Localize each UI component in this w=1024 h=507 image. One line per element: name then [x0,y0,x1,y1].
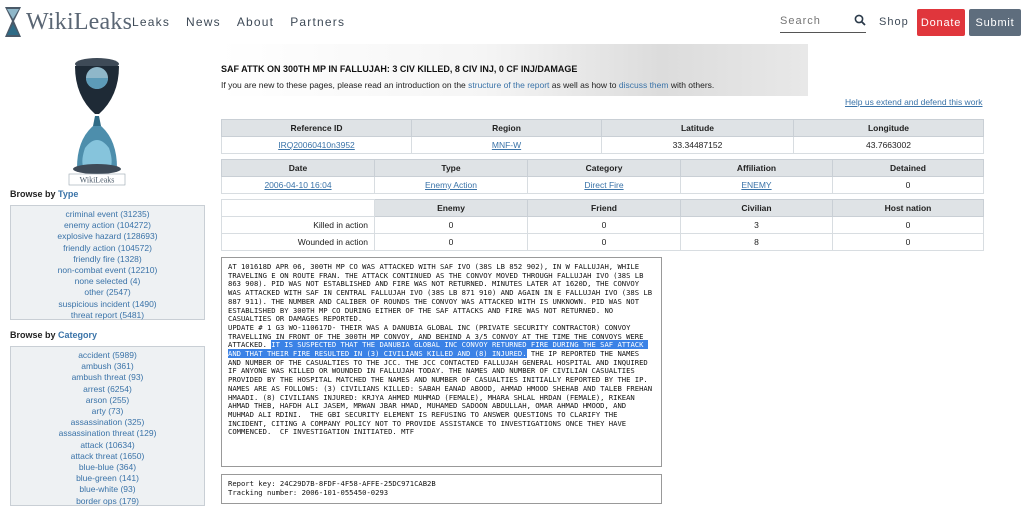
category-cell[interactable]: Direct Fire [528,177,681,194]
browse-by-type-heading: Browse by Type [10,189,79,199]
nav-leaks[interactable]: Leaks [132,15,171,29]
col-header: Affiliation [681,160,833,177]
date-table [221,159,984,194]
col-header: Friend [528,200,681,217]
site-logo[interactable] [4,5,132,39]
longitude-cell: 43.7663002 [794,137,984,154]
help-extend-link[interactable]: Help us extend and defend this work [845,97,983,107]
table-cell: 0 [375,234,528,251]
table-cell: 0 [375,217,528,234]
report-key: Report key: 24C29D7B-8FDF-4F58-AFFE-25DC971CAB2B [228,479,436,488]
table-cell: 3 [681,217,833,234]
search-box [780,11,866,33]
col-header: Category [528,160,681,177]
detained-cell: 0 [833,177,984,194]
latitude-cell: 33.34487152 [602,137,794,154]
category-item[interactable]: arrest (6254) [83,383,132,394]
type-list [10,205,205,320]
wikileaks-hourglass-logo-icon [55,56,139,186]
table-cell: 0 [833,217,984,234]
structure-link[interactable]: structure of the report [468,80,550,90]
logo-caption: WikiLeaks [79,175,115,185]
col-header: Host nation [833,200,984,217]
category-item[interactable]: blue-green (141) [76,473,139,484]
row-label: Wounded in action [222,234,375,251]
category-list [10,346,205,506]
type-cell[interactable]: Enemy Action [375,177,528,194]
col-header: Enemy [375,200,528,217]
hourglass-logo-icon [4,6,22,38]
type-item[interactable]: non-combat event (12210) [57,265,158,276]
table-cell: 8 [681,234,833,251]
logo-text: WikiLeaks [26,8,133,35]
browse-by-category-heading: Browse by Category [10,330,98,340]
category-item[interactable]: arty (73) [91,406,124,417]
casualty-table [221,199,984,251]
reference-table [221,119,984,154]
table-cell: 0 [528,217,681,234]
col-header: Reference ID [222,120,412,137]
type-item[interactable]: none selected (4) [74,276,141,287]
nav-news[interactable]: News [186,15,221,29]
category-item[interactable]: ambush (361) [81,361,134,372]
search-icon[interactable] [854,14,866,26]
shop-link[interactable]: Shop [879,16,909,28]
type-item[interactable]: friendly action (104572) [63,242,152,253]
category-item[interactable]: attack (10634) [80,439,135,450]
report-title: SAF ATTK ON 300TH MP IN FALLUJAH: 3 CIV KILLED, 8 CIV INJ, 0 CF INJ/DAMAGE [221,64,578,74]
category-item[interactable]: blue-white (93) [79,484,136,495]
table-cell: 0 [833,234,984,251]
discuss-link[interactable]: discuss them [618,80,669,90]
type-item[interactable]: explosive hazard (128693) [57,231,158,242]
col-header: Latitude [602,120,794,137]
submit-button[interactable]: Submit [969,9,1021,36]
tracking-number: Tracking number: 2006-101-055450-0293 [228,488,389,497]
category-item[interactable]: accident (5989) [78,350,137,360]
reference-id-cell[interactable]: IRQ20060410n3952 [222,137,412,154]
search-input[interactable] [780,11,850,27]
type-item[interactable]: suspicious incident (1490) [58,298,157,309]
col-header: Region [412,120,602,137]
date-cell[interactable]: 2006-04-10 16:04 [222,177,375,194]
col-header-empty [222,200,375,217]
report-text[interactable]: AT 101618D APR 06, 300TH MP CO WAS ATTACKED WITH SAF IVO (38S LB 852 902), IN W FALLUJAH, WHILE TRAVELING E ON ROUTE FRAN. THE ATTACK CONTINUED AS THE CONVOY MOVED THROUGH FALLUJAH IVO (38S LB 863 908). PID WAS NOT ESTABLISHED AND FIRE WAS NOT RETURNED. MINUTES LATER AT 1620D, THE CONVOY WAS ATTACKED WITH SAF IN CENTRAL FALLUJAH IVO (38S LB 871 910) AND AGAIN IN E FALLUJAH IVO (38S LB 887 911). THE NUMBER AND CALIBER OF ROUNDS THE CONVOY WAS ATTACKED WITH IS UNKNOWN. PID WAS NOT ESTABLISHED BY 300TH MP CO DURING EITHER OF THE SAF ATTACKS AND FIRE WAS NOT RETURNED. NO CASUALTIES OR DAMAGES REPORTED. UPDATE # 1 G3 WO-110617D- THEIR WAS A DANUBIA GLOBAL INC (PRIVATE SECURITY CONTRACTOR) CONVOY TRAVELLING IN FRONT OF THE 300TH MP CONVOY, AND BEHIND A 3/5 CONVOY AT THE TIME THE CONVOYS WERE ATTACKED. IT IS SUSPECTED THAT THE DANUBIA GLOBAL INC CONVOY RETURNED FIRE DURING THE SAF ATTACK AND THAT THEIR FIRE RESULTED IN (3) CIVILIANS KILLED AND (8) INJURED. THE IP REPORTED THE NAMES AND NUMBER OF THE CASUALTIES TO THE JCC. THE JCC CONTACTED FALLUJAH GENERAL HOSPITAL AND INQUIRED IF ANYONE WAS KILLED OR WOUNDED IN FALLUJAH TODAY. THE NAMES AND NUMBER OF CIVILIAN CASUALTIES PROVIDED BY THE HOSPITAL MATCHED THE NAMES AND NUMBER OF CASUALTIES INITIALLY REPORTED BY THE IP. NAMES ARE AS FOLLOWS: (3) CIVILIANS KILLED: SABAH EANAD ABOOD, AHMAD HMOOD SHEHAB AND TALEB FREHAN HMAADI. (8) CIVILIANS INJURED: KRJYA AHMED MUHMAD (FEMALE), MHARA SHLAL HRDAN (FEMALE), RIKEAN AHMAD THEB, HAFDH ALI JASEM, MRWAN JBAR HMAD, MUHAMED SADOON ABDULLAH, OMAR AHMAD HMOOD, AND MUHMAD ALI RDINI. THE GBI SECURITY ELEMENT IS REFUSING TO ANSWER QUESTIONS TO CLARIFY THE INCIDENT, CITING A COMPANY POLICY NOT TO PROVIDE ASSISTANCE TO INVESTIGATIONS ONCE THEY HAVE COMMENCED. CF INVESTIGATION INITIATED. MTF [221,257,662,467]
col-header: Date [222,160,375,177]
category-item[interactable]: assassination (325) [70,417,145,428]
category-item[interactable]: blue-blue (364) [78,462,137,473]
category-item[interactable]: attack threat (1650) [70,450,145,461]
col-header: Civilian [681,200,833,217]
sidebar [0,44,214,506]
report-metadata [221,474,662,504]
type-item[interactable]: other (2547) [84,287,131,298]
category-item[interactable]: arson (255) [85,394,130,405]
row-label: Killed in action [222,217,375,234]
site-header [0,0,1024,44]
type-item[interactable]: friendly fire (1328) [73,253,142,264]
type-item[interactable]: enemy action (104272) [64,220,151,231]
category-item[interactable]: ambush threat (93) [71,372,144,383]
type-item[interactable]: threat report (5481) [70,309,145,320]
category-item[interactable]: assassination threat (129) [58,428,157,439]
main-nav [132,15,361,29]
table-cell: 0 [528,234,681,251]
region-cell[interactable]: MNF-W [412,137,602,154]
col-header: Type [375,160,528,177]
col-header: Detained [833,160,984,177]
col-header: Longitude [794,120,984,137]
report-intro: If you are new to these pages, please read an introduction on the structure of the report as well as how to discuss them with others. [221,80,715,90]
category-item[interactable]: border ops (179) [76,495,139,506]
type-item[interactable]: criminal event (31235) [65,209,150,219]
selected-text: IT IS SUSPECTED THAT THE DANUBIA GLOBAL INC CONVOY RETURNED FIRE DURING THE SAF ATTACK AND THAT THEIR FIRE RESULTED IN (3) CIVILIANS KILLED AND (8) INJURED. [228,340,648,359]
nav-partners[interactable]: Partners [290,15,346,29]
donate-button[interactable]: Donate [917,9,965,36]
nav-about[interactable]: About [236,15,275,29]
affiliation-cell[interactable]: ENEMY [681,177,833,194]
